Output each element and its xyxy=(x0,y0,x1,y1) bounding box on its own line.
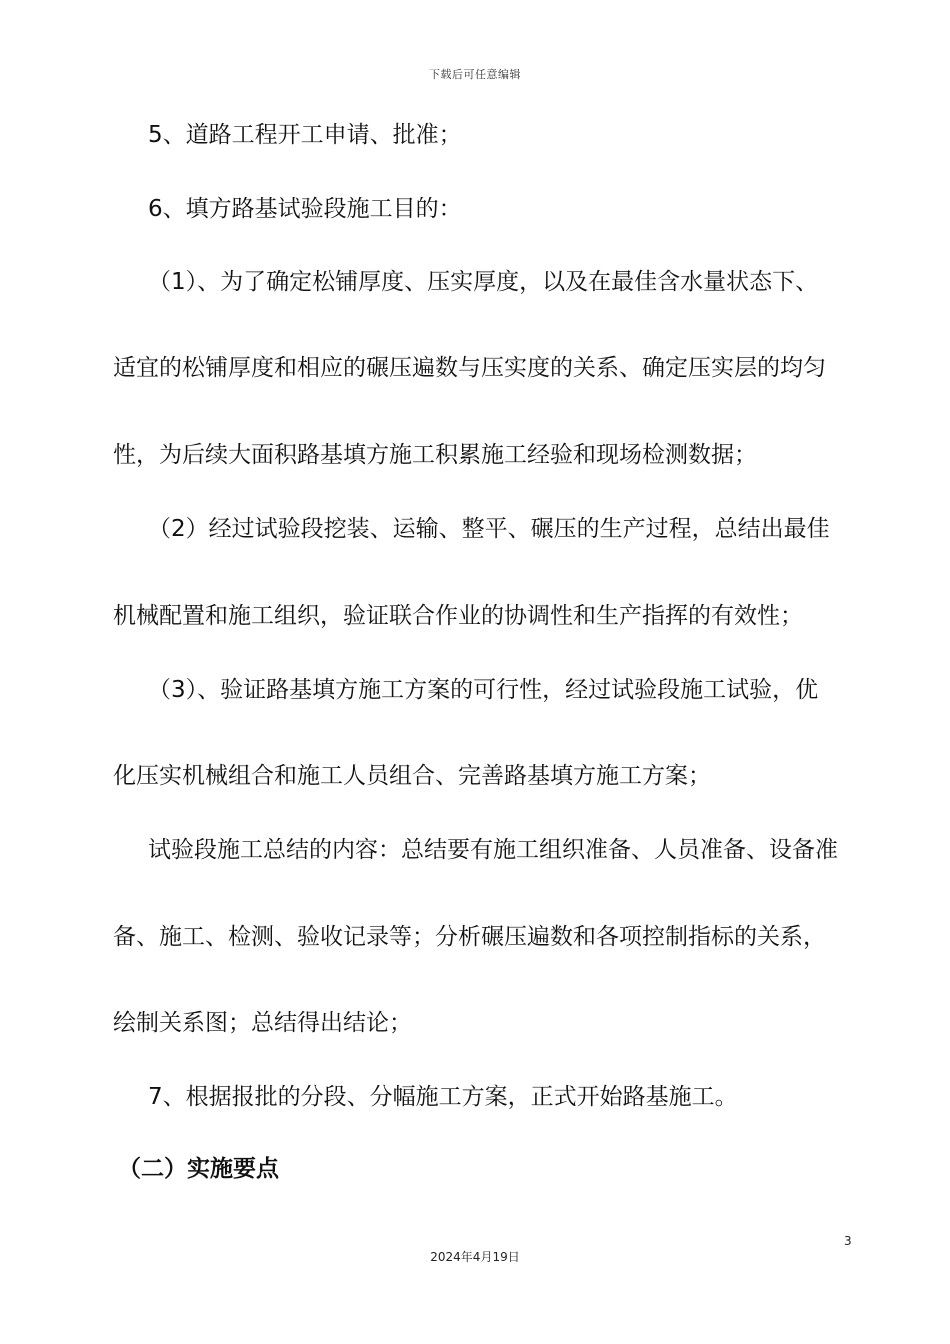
paragraph-line-13: 7、根据报批的分段、分幅施工方案，正式开始路基施工。 xyxy=(148,1084,738,1110)
section-heading: （二）实施要点 xyxy=(118,1156,279,1182)
paragraph-line-9: 化压实机械组合和施工人员组合、完善路基填方施工方案； xyxy=(113,763,711,789)
paragraph-line-10: 试验段施工总结的内容：总结要有施工组织准备、人员准备、设备准 xyxy=(148,837,838,863)
paragraph-line-3: （1）、为了确定松铺厚度、压实厚度，以及在最佳含水量状态下、 xyxy=(148,269,819,295)
paragraph-line-5: 性，为后续大面积路基填方施工积累施工经验和现场检测数据； xyxy=(113,442,757,468)
paragraph-line-8: （3）、验证路基填方施工方案的可行性，经过试验段施工试验，优 xyxy=(148,677,819,703)
paragraph-line-12: 绘制关系图；总结得出结论； xyxy=(113,1010,412,1036)
page-header: 下载后可任意编辑 xyxy=(429,68,521,81)
page-number: 3 xyxy=(844,1234,852,1248)
paragraph-line-11: 备、施工、检测、验收记录等；分析碾压遍数和各项控制指标的关系， xyxy=(113,924,826,950)
paragraph-line-6: （2）经过试验段挖装、运输、整平、碾压的生产过程，总结出最佳 xyxy=(148,516,830,542)
footer-date: 2024年4月19日 xyxy=(430,1250,520,1264)
paragraph-line-1: 5、道路工程开工申请、批准； xyxy=(148,122,462,148)
paragraph-line-4: 适宜的松铺厚度和相应的碾压遍数与压实度的关系、确定压实层的均匀 xyxy=(113,355,826,381)
paragraph-line-7: 机械配置和施工组织，验证联合作业的协调性和生产指挥的有效性； xyxy=(113,603,803,629)
paragraph-line-2: 6、填方路基试验段施工目的： xyxy=(148,196,462,222)
